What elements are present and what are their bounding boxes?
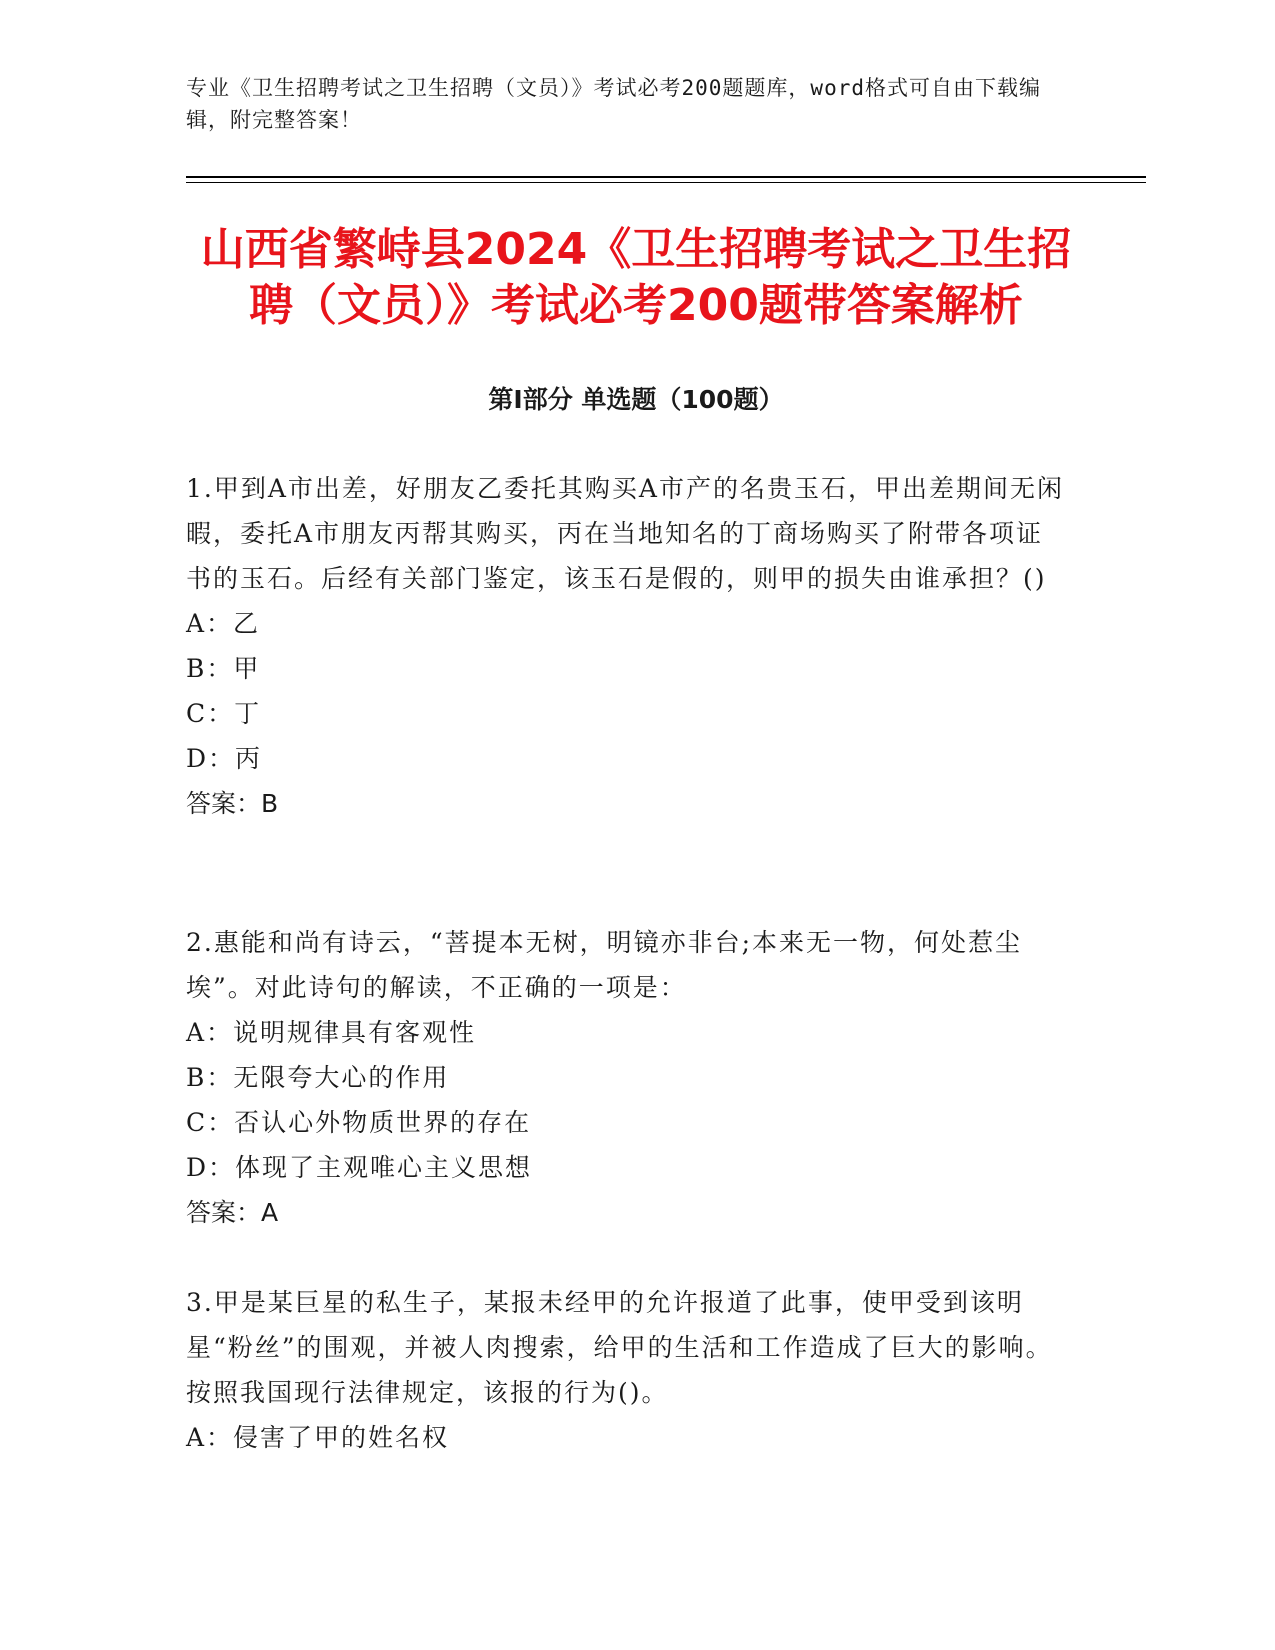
header-note: 专业《卫生招聘考试之卫生招聘（文员）》考试必考200题题库，word格式可自由下载编辑，附完整答案！	[186, 76, 1041, 132]
option-b: B：甲	[186, 654, 261, 683]
document-title: 山西省繁峙县2024《卫生招聘考试之卫生招聘（文员）》考试必考200题带答案解析	[200, 224, 1072, 331]
option-d: D：丙	[186, 744, 263, 773]
option-b: B：无限夸大心的作用	[186, 1063, 450, 1092]
header-divider-thin	[186, 182, 1146, 183]
option-a: A：说明规律具有客观性	[186, 1018, 477, 1047]
answer: 答案：B	[186, 789, 279, 818]
question-2	[186, 920, 1066, 1235]
option-c: C：否认心外物质世界的存在	[186, 1108, 532, 1137]
question-stem: 1.甲到A市出差，好朋友乙委托其购买A市产的名贵玉石，甲出差期间无闲暇，委托A市朋友丙帮其购买，丙在当地知名的丁商场购买了附带各项证书的玉石。后经有关部门鉴定，该玉石是假的，则甲的损失由谁承担？()	[186, 474, 1064, 593]
option-c: C：丁	[186, 699, 262, 728]
option-a: A：侵害了甲的姓名权	[186, 1423, 450, 1452]
option-a: A：乙	[186, 609, 261, 638]
question-3	[186, 1280, 1066, 1460]
question-stem: 3.甲是某巨星的私生子，某报未经甲的允许报道了此事，使甲受到该明星“粉丝”的围观，并被人肉搜索，给甲的生活和工作造成了巨大的影响。按照我国现行法律规定，该报的行为()。	[186, 1288, 1053, 1407]
header-divider-thick	[186, 176, 1146, 178]
answer: 答案：A	[186, 1198, 279, 1227]
option-d: D：体现了主观唯心主义思想	[186, 1153, 533, 1182]
section-title: 第I部分 单选题（100题）	[488, 385, 784, 414]
question-1	[186, 466, 1066, 826]
question-stem: 2.惠能和尚有诗云，“菩提本无树，明镜亦非台;本来无一物，何处惹尘埃”。对此诗句的解读，不正确的一项是：	[186, 928, 1023, 1002]
